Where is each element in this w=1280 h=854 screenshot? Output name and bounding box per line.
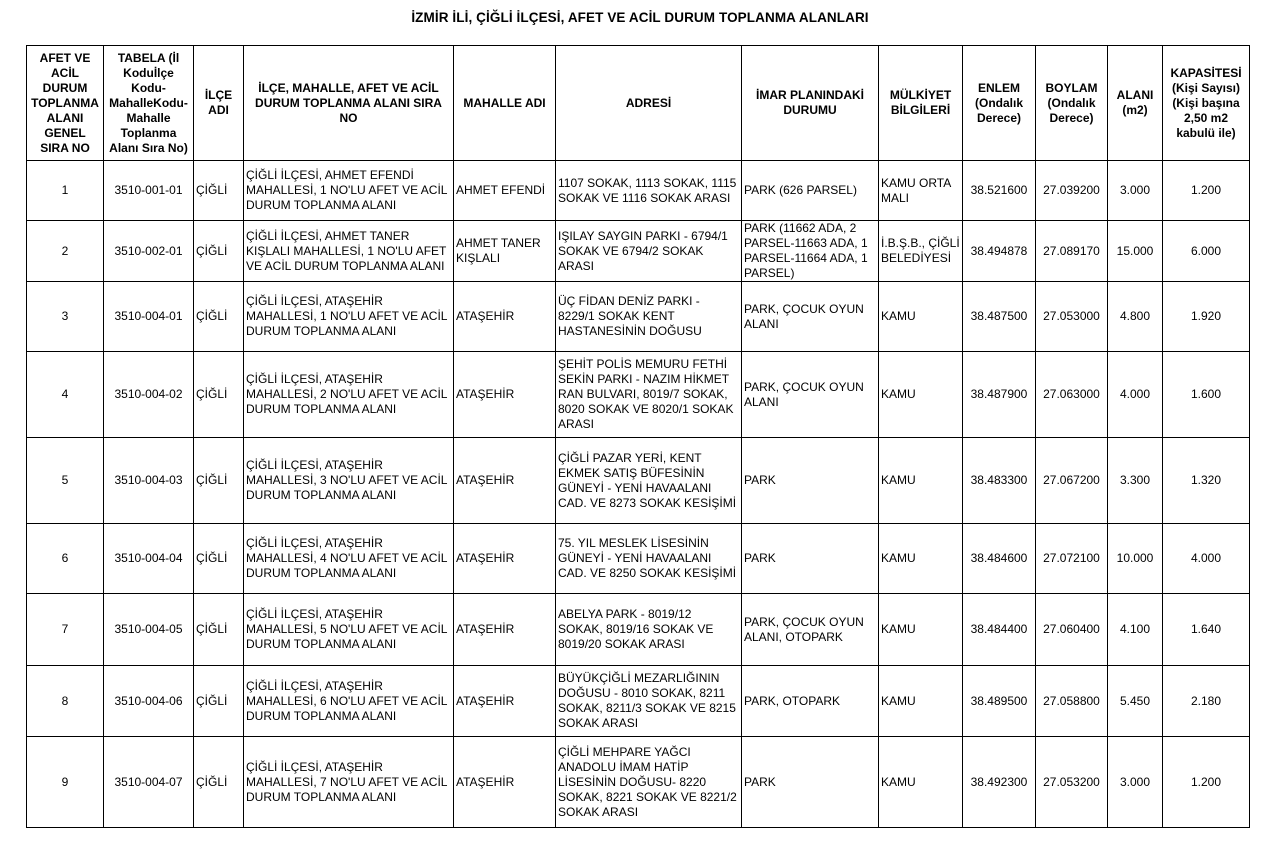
table-row: [27, 161, 1250, 221]
header-genel-sira-no: AFET VE ACİL DURUM TOPLANMA ALANI GENEL SIRA NO: [27, 46, 104, 161]
cell-enlem: 38.521600: [963, 161, 1036, 221]
cell-alani: 15.000: [1108, 221, 1163, 282]
cell-genel-sira-no: 8: [27, 666, 104, 737]
cell-genel-sira-no: 3: [27, 282, 104, 352]
cell-mulkiyet: KAMU: [879, 524, 963, 594]
cell-mulkiyet: İ.B.Ş.B., ÇİĞLİ BELEDİYESİ: [879, 221, 963, 282]
cell-tabela: 3510-002-01: [104, 221, 194, 282]
cell-kapasite: 1.600: [1163, 352, 1250, 438]
cell-mulkiyet: KAMU: [879, 282, 963, 352]
cell-mahalle-adi: ATAŞEHİR: [454, 594, 556, 666]
cell-ilce-adi: ÇİĞLİ: [194, 594, 244, 666]
cell-imar-durumu: PARK: [742, 737, 879, 828]
cell-mulkiyet: KAMU: [879, 737, 963, 828]
cell-enlem: 38.483300: [963, 438, 1036, 524]
cell-genel-sira-no: 2: [27, 221, 104, 282]
cell-kapasite: 4.000: [1163, 524, 1250, 594]
cell-kapasite: 1.920: [1163, 282, 1250, 352]
cell-tabela: 3510-004-01: [104, 282, 194, 352]
table-row: [27, 438, 1250, 524]
header-tabela: TABELA (İl Koduİlçe Kodu-MahalleKodu-Mahalle Toplanma Alanı Sıra No): [104, 46, 194, 161]
cell-tabela: 3510-004-04: [104, 524, 194, 594]
cell-toplanma-alani: ÇİĞLİ İLÇESİ, ATAŞEHİR MAHALLESİ, 3 NO'LU AFET VE ACİL DURUM TOPLANMA ALANI: [244, 438, 454, 524]
cell-kapasite: 6.000: [1163, 221, 1250, 282]
table-row: [27, 352, 1250, 438]
cell-imar-durumu: PARK, ÇOCUK OYUN ALANI: [742, 352, 879, 438]
cell-toplanma-alani: ÇİĞLİ İLÇESİ, AHMET EFENDİ MAHALLESİ, 1 NO'LU AFET VE ACİL DURUM TOPLANMA ALANI: [244, 161, 454, 221]
cell-ilce-adi: ÇİĞLİ: [194, 221, 244, 282]
header-row: [27, 46, 1250, 161]
cell-kapasite: 1.640: [1163, 594, 1250, 666]
header-mulkiyet: MÜLKİYET BİLGİLERİ: [879, 46, 963, 161]
cell-enlem: 38.487900: [963, 352, 1036, 438]
cell-kapasite: 2.180: [1163, 666, 1250, 737]
cell-mahalle-adi: ATAŞEHİR: [454, 352, 556, 438]
cell-toplanma-alani: ÇİĞLİ İLÇESİ, ATAŞEHİR MAHALLESİ, 4 NO'LU AFET VE ACİL DURUM TOPLANMA ALANI: [244, 524, 454, 594]
table-row: [27, 221, 1250, 282]
cell-imar-durumu: PARK (626 PARSEL): [742, 161, 879, 221]
cell-boylam: 27.089170: [1036, 221, 1108, 282]
cell-mulkiyet: KAMU: [879, 594, 963, 666]
cell-enlem: 38.487500: [963, 282, 1036, 352]
cell-toplanma-alani: ÇİĞLİ İLÇESİ, ATAŞEHİR MAHALLESİ, 6 NO'LU AFET VE ACİL DURUM TOPLANMA ALANI: [244, 666, 454, 737]
cell-mulkiyet: KAMU: [879, 352, 963, 438]
cell-mahalle-adi: ATAŞEHİR: [454, 282, 556, 352]
table-row: [27, 524, 1250, 594]
cell-adresi: BÜYÜKÇİĞLİ MEZARLIĞININ DOĞUSU - 8010 SOKAK, 8211 SOKAK, 8211/3 SOKAK VE 8215 SOKAK ARASI: [556, 666, 742, 737]
header-alani: ALANI (m2): [1108, 46, 1163, 161]
cell-mulkiyet: KAMU: [879, 438, 963, 524]
cell-boylam: 27.067200: [1036, 438, 1108, 524]
cell-adresi: 1107 SOKAK, 1113 SOKAK, 1115 SOKAK VE 1116 SOKAK ARASI: [556, 161, 742, 221]
cell-adresi: ÇİĞLİ PAZAR YERİ, KENT EKMEK SATIŞ BÜFESİNİN GÜNEYİ - YENİ HAVAALANI CAD. VE 8273 SOKAK KESİŞİMİ: [556, 438, 742, 524]
cell-imar-durumu: PARK: [742, 438, 879, 524]
cell-toplanma-alani: ÇİĞLİ İLÇESİ, ATAŞEHİR MAHALLESİ, 1 NO'LU AFET VE ACİL DURUM TOPLANMA ALANI: [244, 282, 454, 352]
cell-boylam: 27.072100: [1036, 524, 1108, 594]
cell-tabela: 3510-004-07: [104, 737, 194, 828]
cell-enlem: 38.484400: [963, 594, 1036, 666]
header-boylam: BOYLAM (Ondalık Derece): [1036, 46, 1108, 161]
assembly-areas-table: [26, 45, 1250, 828]
cell-toplanma-alani: ÇİĞLİ İLÇESİ, ATAŞEHİR MAHALLESİ, 5 NO'LU AFET VE ACİL DURUM TOPLANMA ALANI: [244, 594, 454, 666]
cell-boylam: 27.058800: [1036, 666, 1108, 737]
header-toplanma-alani: İLÇE, MAHALLE, AFET VE ACİL DURUM TOPLANMA ALANI SIRA NO: [244, 46, 454, 161]
cell-alani: 5.450: [1108, 666, 1163, 737]
cell-imar-durumu: PARK: [742, 524, 879, 594]
cell-alani: 4.100: [1108, 594, 1163, 666]
cell-tabela: 3510-004-03: [104, 438, 194, 524]
cell-alani: 4.000: [1108, 352, 1163, 438]
cell-genel-sira-no: 5: [27, 438, 104, 524]
cell-adresi: ÜÇ FİDAN DENİZ PARKI - 8229/1 SOKAK KENT HASTANESİNİN DOĞUSU: [556, 282, 742, 352]
cell-kapasite: 1.200: [1163, 737, 1250, 828]
cell-imar-durumu: PARK, ÇOCUK OYUN ALANI, OTOPARK: [742, 594, 879, 666]
cell-adresi: ÇİĞLİ MEHPARE YAĞCI ANADOLU İMAM HATİP LİSESİNİN DOĞUSU- 8220 SOKAK, 8221 SOKAK VE 8221/2 SOKAK ARASI: [556, 737, 742, 828]
cell-boylam: 27.053200: [1036, 737, 1108, 828]
cell-mahalle-adi: AHMET TANER KIŞLALI: [454, 221, 556, 282]
cell-mahalle-adi: ATAŞEHİR: [454, 524, 556, 594]
cell-genel-sira-no: 6: [27, 524, 104, 594]
header-enlem: ENLEM (Ondalık Derece): [963, 46, 1036, 161]
header-mahalle-adi: MAHALLE ADI: [454, 46, 556, 161]
cell-genel-sira-no: 4: [27, 352, 104, 438]
cell-adresi: 75. YIL MESLEK LİSESİNİN GÜNEYİ - YENİ HAVAALANI CAD. VE 8250 SOKAK KESİŞİMİ: [556, 524, 742, 594]
cell-tabela: 3510-004-06: [104, 666, 194, 737]
cell-genel-sira-no: 9: [27, 737, 104, 828]
cell-boylam: 27.063000: [1036, 352, 1108, 438]
cell-enlem: 38.489500: [963, 666, 1036, 737]
table-row: [27, 737, 1250, 828]
cell-kapasite: 1.200: [1163, 161, 1250, 221]
cell-mahalle-adi: ATAŞEHİR: [454, 737, 556, 828]
header-imar-durumu: İMAR PLANINDAKİ DURUMU: [742, 46, 879, 161]
cell-enlem: 38.494878: [963, 221, 1036, 282]
cell-alani: 3.300: [1108, 438, 1163, 524]
cell-mulkiyet: KAMU: [879, 666, 963, 737]
cell-ilce-adi: ÇİĞLİ: [194, 161, 244, 221]
cell-tabela: 3510-004-05: [104, 594, 194, 666]
page-title: İZMİR İLİ, ÇİĞLİ İLÇESİ, AFET VE ACİL DURUM TOPLANMA ALANLARI: [411, 10, 869, 25]
cell-kapasite: 1.320: [1163, 438, 1250, 524]
table-row: [27, 282, 1250, 352]
cell-alani: 3.000: [1108, 161, 1163, 221]
header-ilce-adi: İLÇE ADI: [194, 46, 244, 161]
cell-adresi: ŞEHİT POLİS MEMURU FETHİ SEKİN PARKI - NAZIM HİKMET RAN BULVARI, 8019/7 SOKAK, 8020 SOKAK VE 8020/1 SOKAK ARASI: [556, 352, 742, 438]
cell-ilce-adi: ÇİĞLİ: [194, 282, 244, 352]
cell-genel-sira-no: 7: [27, 594, 104, 666]
cell-boylam: 27.060400: [1036, 594, 1108, 666]
cell-alani: 10.000: [1108, 524, 1163, 594]
cell-enlem: 38.492300: [963, 737, 1036, 828]
cell-imar-durumu: PARK, ÇOCUK OYUN ALANI: [742, 282, 879, 352]
cell-ilce-adi: ÇİĞLİ: [194, 737, 244, 828]
cell-ilce-adi: ÇİĞLİ: [194, 666, 244, 737]
table-body: [27, 161, 1250, 828]
table-row: [27, 594, 1250, 666]
header-adresi: ADRESİ: [556, 46, 742, 161]
cell-adresi: ABELYA PARK - 8019/12 SOKAK, 8019/16 SOKAK VE 8019/20 SOKAK ARASI: [556, 594, 742, 666]
cell-boylam: 27.053000: [1036, 282, 1108, 352]
cell-toplanma-alani: ÇİĞLİ İLÇESİ, AHMET TANER KIŞLALI MAHALLESİ, 1 NO'LU AFET VE ACİL DURUM TOPLANMA ALANI: [244, 221, 454, 282]
cell-boylam: 27.039200: [1036, 161, 1108, 221]
cell-alani: 3.000: [1108, 737, 1163, 828]
cell-mahalle-adi: ATAŞEHİR: [454, 666, 556, 737]
cell-toplanma-alani: ÇİĞLİ İLÇESİ, ATAŞEHİR MAHALLESİ, 2 NO'LU AFET VE ACİL DURUM TOPLANMA ALANI: [244, 352, 454, 438]
cell-alani: 4.800: [1108, 282, 1163, 352]
cell-mahalle-adi: ATAŞEHİR: [454, 438, 556, 524]
cell-tabela: 3510-004-02: [104, 352, 194, 438]
cell-tabela: 3510-001-01: [104, 161, 194, 221]
cell-mulkiyet: KAMU ORTA MALI: [879, 161, 963, 221]
cell-ilce-adi: ÇİĞLİ: [194, 524, 244, 594]
cell-ilce-adi: ÇİĞLİ: [194, 352, 244, 438]
cell-enlem: 38.484600: [963, 524, 1036, 594]
cell-ilce-adi: ÇİĞLİ: [194, 438, 244, 524]
cell-genel-sira-no: 1: [27, 161, 104, 221]
cell-mahalle-adi: AHMET EFENDİ: [454, 161, 556, 221]
table-row: [27, 666, 1250, 737]
header-kapasite: KAPASİTESİ (Kişi Sayısı) (Kişi başına 2,50 m2 kabulü ile): [1163, 46, 1250, 161]
cell-imar-durumu: PARK, OTOPARK: [742, 666, 879, 737]
cell-adresi: IŞILAY SAYGIN PARKI - 6794/1 SOKAK VE 6794/2 SOKAK ARASI: [556, 221, 742, 282]
cell-imar-durumu: PARK (11662 ADA, 2 PARSEL-11663 ADA, 1 PARSEL-11664 ADA, 1 PARSEL): [742, 221, 879, 282]
cell-toplanma-alani: ÇİĞLİ İLÇESİ, ATAŞEHİR MAHALLESİ, 7 NO'LU AFET VE ACİL DURUM TOPLANMA ALANI: [244, 737, 454, 828]
